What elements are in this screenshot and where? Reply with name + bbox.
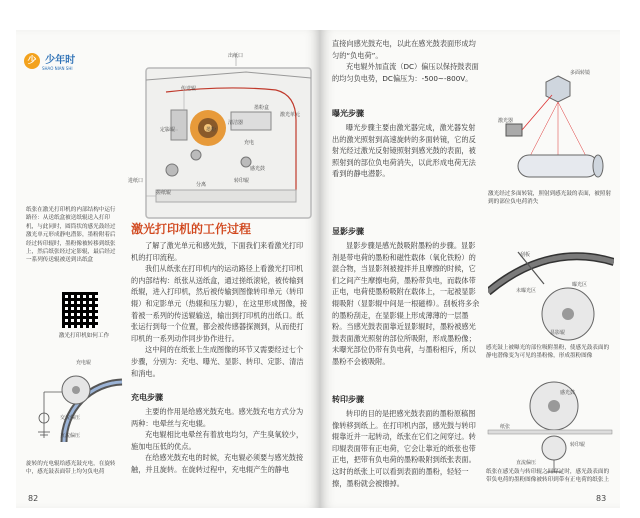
- exposure-figure-caption: 激光经过多面转镜，照射到感光鼓的表面，被照射到的部位负电荷消失: [488, 191, 612, 206]
- printer-diagram: [126, 50, 316, 222]
- label-drum: 感光鼓: [250, 166, 266, 172]
- logo: [24, 48, 75, 71]
- label-laser-unit: 激光单元: [280, 112, 301, 118]
- page-number-left: 82: [28, 494, 39, 503]
- label-toner: 墨粉: [206, 127, 217, 133]
- paragraph: 直接向感光鼓充电，以此在感光鼓表面形成均匀的“负电荷”。: [332, 39, 476, 60]
- page-number-right: 83: [596, 494, 607, 503]
- label-developer-roller: 显影辊: [550, 330, 566, 336]
- label-cleaner: 清洁器: [228, 120, 244, 126]
- charge-text: [131, 406, 309, 476]
- label-toner-cartridge: 墨粉盒: [254, 105, 270, 111]
- label-charge-roller: 充电辊: [76, 360, 92, 366]
- develop-heading: 显影步骤: [332, 227, 364, 236]
- label-drum-transfer: 感光鼓: [560, 390, 576, 396]
- diagram-caption: 纸张在激光打印机的内部结构中运行路径：从送纸盒被送纸辊送入打印机，与此同时，圆筒状的感光鼓经过激光单元形成静电潜影，墨粉附着后经过转印辊时，墨粉像被转移到纸张上，然后纸张经过定影辊，最后经过一系列传送辊被送到出纸盒: [26, 207, 116, 264]
- label-transfer-roller: 传送辊: [181, 86, 197, 92]
- right-page: [320, 30, 620, 508]
- label-ac-bias: 交流偏压: [60, 415, 81, 421]
- paragraph: 充电辊相比电晕丝有着放电均匀，产生臭氧较少，施加电压低的优点。: [131, 430, 304, 451]
- label-unexposed: 未曝光区: [516, 288, 537, 294]
- logo-mark: 少: [24, 53, 40, 69]
- intro-text: [332, 38, 482, 84]
- transfer-text: 转印的目的是把感光鼓表面的墨粉原稿图像转移到纸上。在打印机内部，感光鼓与转印辊靠近并一起转动，纸张在它们之间穿过。转印辊表面带有正电荷，它会让靠近的纸张也带正电，把带有负电荷的墨粉吸附到纸张表面。这时的纸张上可以看到表面的墨粉，轻轻一擦，墨粉就会被擦掉。: [332, 409, 476, 488]
- transfer-heading: 转印步骤: [332, 395, 364, 404]
- logo-name: 少年时: [45, 55, 76, 66]
- label-blade: 刮板: [520, 252, 531, 258]
- developing-figure: [488, 222, 614, 342]
- main-text: [131, 240, 309, 379]
- label-laser: 激光器: [498, 118, 514, 124]
- paragraph: 主要的作用是给感光鼓充电。感光鼓充电方式分为两种：电晕丝与充电辊。: [131, 407, 304, 428]
- exposure-text: 曝光步骤主要由激光器完成，激光器发射出的激光照射到高速旋转的多面转镜，它的反射光经过激光反射镜照射到感光鼓的表面，被照射到的部位负电荷消失，以此形成电荷无法看到的静电潜影。: [332, 123, 476, 179]
- paragraph: 了解了激光单元和感光鼓，下面我们来看激光打印机的打印流程。: [131, 241, 304, 262]
- logo-sub: SHAO NIAN SHI: [42, 66, 73, 71]
- laser-exposure-figure: [488, 40, 614, 190]
- charge-figure-caption: 旋转的充电辊给感光鼓充电，在旋转中，感光鼓表面带上均匀负电荷: [26, 461, 116, 476]
- label-charging: 充电: [244, 140, 255, 146]
- transfer-figure-caption: 纸张在感光鼓与转印辊之间穿过时，感光鼓表面的带负电荷的墨粉图像被转印到带有正电荷的纸张上: [486, 469, 610, 484]
- label-paper-out: 出纸口: [228, 53, 244, 59]
- qr-caption: 激光打印机如何工作: [58, 333, 110, 339]
- left-page: [16, 30, 320, 508]
- paragraph: 这中间的在纸张上生成图像的环节又需要经过七个步骤，分别为：充电、曝光、显影、转印、定影、清洁和消电。: [131, 345, 304, 378]
- label-dc-bias: 直流偏压: [60, 433, 81, 439]
- qr-code: [62, 292, 98, 328]
- label-separate: 分离: [196, 182, 207, 188]
- develop-text: 显影步骤是感光鼓吸附墨粉的步骤。显影剂是带电荷的墨粉和磁性载体（氧化铁粉）的混合物，当显影剂被搅拌并且摩擦的时候，它们之间产生摩擦电荷，墨粉带负电，而载体带正电，电荷使墨粉吸附在载体上，一起被显影辊吸附（显影辊中间是一根磁棒）。刮板将多余的墨粉刮走，在显影辊上形成薄薄的一层墨粉。当感光鼓表面靠近显影辊时，墨粉被感光鼓表面激光照射的部位所吸附，形成墨粉像；未曝光部位仍带有负电荷，与墨粉相斥，所以墨粉不会被吸附。: [332, 241, 480, 366]
- paragraph: 充电辊外加直流（DC）偏压以保持鼓表面的均匀负电势，DC偏压为：-500~-800V。: [332, 62, 479, 83]
- section-title: 激光打印机的工作过程: [131, 222, 252, 236]
- label-transfer-roller-right: 转印辊: [570, 442, 586, 448]
- label-transfer: 转印辊: [234, 178, 250, 184]
- develop-figure-caption: 感光鼓上被曝光的部位吸附墨粉，使感光鼓表面的静电潜像变为可见的墨粉像，形成墨粉图像: [486, 345, 610, 360]
- charge-heading: 充电步骤: [131, 393, 163, 402]
- label-pickup: 搓纸辊: [156, 190, 172, 196]
- exposure-heading: 曝光步骤: [332, 109, 364, 118]
- label-fuser-roller: 定影辊: [160, 127, 176, 133]
- label-polygon-mirror: 多面转镜: [570, 70, 591, 76]
- paragraph: 我们从纸张在打印机内的运动路径上看激光打印机的内部结构：纸张从送纸盒，通过搓纸滚轮，被传输到纸辊，进入打印机，然后被传输到图像转印单元（转印辊）和定影单元（热辊和压力辊），在这里形成图像，接着被一系列的传送辊输送，输出到打印机的出纸口。纸张运行到每一个位置，都会被传感器探测到，从而使打印机的一系列动作同步协作进行。: [131, 264, 308, 343]
- label-paper-in: 进纸口: [128, 178, 144, 184]
- label-paper: 纸张: [500, 424, 511, 430]
- paragraph: 在给感光鼓充电的时候，充电辊必须要与感光鼓接触，并且旋转。在旋转过程中，充电辊产生的静电: [131, 453, 304, 474]
- label-exposed: 曝光区: [572, 282, 588, 288]
- label-dc-bias-right: 直流偏压: [516, 460, 537, 466]
